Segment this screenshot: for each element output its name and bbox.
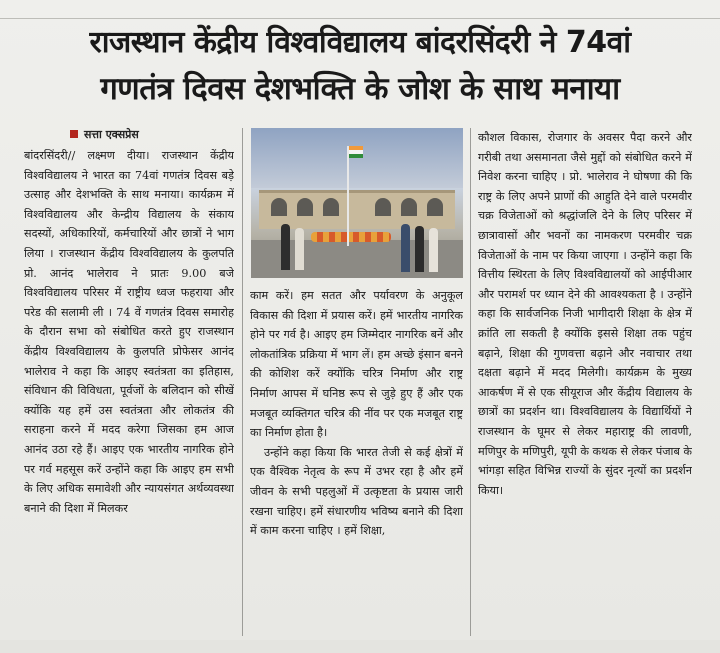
flag-hoisting-photo: [251, 128, 463, 278]
byline: [70, 126, 139, 142]
article-column-2: [250, 286, 463, 636]
paragraph: कौशल विकास, रोजगार के अवसर पैदा करने और गरीबी तथा असमानता जैसे मुद्दों को संबोधित करने में निवेश करना चाहिए । प्रो. भालेराव ने घोषणा की कि राष्ट्र के लिए अपने प्राणों की आहुति देने वाले परमवीर चक्र विजेताओं को श्रद्धांजलि देने के लिए परिसर में छात्रावासों और भवनों का नामकरण परमवीर चक्र विजेताओं के नाम पर किया जाएगा । उन्होंने कहा कि वित्तीय स्थिरता के लिए विश्वविद्यालयों को आईपीआर और परामर्श पर ध्यान देने की आवश्यकता है । उन्होंने कहा कि सार्वजनिक निजी भागीदारी शिक्षा के क्षेत्र में क्रांति ला सकती है क्योंकि इससे शिक्षा तक पहुंच बढ़ाने, शिक्षा की गुणवत्ता बढ़ाने और नवाचार तथा दक्षता बढ़ाने में मदद मिलेगी। कार्यक्रम के मुख्य आकर्षण में से एक सीयूराज और केंद्रीय विद्यालय के छात्रों का प्रदर्शन था। विश्वविद्यालय के विद्यार्थियों ने राजस्थान के घूमर से लेकर महाराष्ट्र की लावणी, मणिपुर के मणिपुरी, यूपी के कथक से लेकर पंजाब के भांगड़ा सहित विभिन्न राज्यों के सुंदर नृत्यों का प्रदर्शन किया।: [478, 131, 692, 497]
next-article-strip: [0, 640, 720, 653]
headline: [8, 20, 712, 112]
column-divider: [470, 128, 471, 636]
headline-line-1: राजस्थान केंद्रीय विश्वविद्यालय बांदरसिंदरी ने 74वां: [89, 25, 631, 60]
paragraph: उन्होंने कहा किया कि भारत तेजी से कई क्षेत्रों में एक वैश्विक नेतृत्व के रूप में उभर रहा है और हमें जीवन के सभी पहलुओं में उत्कृष्टता के प्रयास जारी रखना चाहिए। हमें संधारणीय भविष्य बनाने की दिशा में काम करना चाहिए । हमें शिक्षा,: [250, 445, 463, 538]
previous-article-strip: [0, 0, 720, 19]
headline-line-2: गणतंत्र दिवस देशभक्ति के जोश के साथ मनाया: [100, 71, 620, 107]
paragraph: बांदरसिंदरी// लक्ष्मण दीया। राजस्थान केंद्रीय विश्वविद्यालय ने भारत का 74वां गणतंत्र दिवस बड़े उत्साह और देशभक्ति के साथ मनाया। कार्यक्रम में विश्वविद्यालय और केन्द्रीय विद्यालय के संकाय सदस्यों, अधिकारियों, कर्मचारियों और छात्रों ने भाग लिया । राजस्थान केंद्रीय विश्वविद्यालय के कुलपति प्रो. आनंद भालेराव ने प्रातः 9.00 बजे विश्वविद्यालय परिसर में राष्ट्रीय ध्वज फहराया और परेड की सलामी ली । 74 वें गणतंत्र दिवस समारोह के दौरान सभा को संबोधित करते हुए राजस्थान केंद्रीय विश्वविद्यालय के कुलपति प्रोफेसर आनंद भालेराव ने कहा कि आइए स्वतंत्रता का इतिहास, संविधान की विविधता, पूर्वजों के बलिदान को सीखें क्योंकि यह हमें उस स्वतंत्रता और लोकतंत्र की सराहना करने में मदद करेगा जिसका हम आज आनंद उठा रहे हैं। आइए एक भारतीय नागरिक होने पर गर्व महसूस करें उन्होंने कहा कि आइए हम सभी के लिए अधिक समावेशी और न्यायसंगत अर्थव्यवस्था बनाने की दिशा में मिलकर: [24, 149, 234, 515]
article-column-1: [24, 146, 234, 636]
paragraph: काम करें। हम सतत और पर्यावरण के अनुकूल विकास की दिशा में प्रयास करें। हमें भारतीय नागरिक होने पर गर्व है। आइए हम जिम्मेदार नागरिक बनें और लोकतांत्रिक प्रक्रिया में भाग लें। हम अच्छे इंसान बनने की कोशिश करें क्योंकि चरित्र निर्माण और राष्ट्र निर्माण आपस में घनिष्ठ रूप से जुड़े हुए हैं और एक मजबूत व्यक्तिगत चरित्र की नींव पर एक मजबूत राष्ट्र का निर्माण होता है।: [250, 289, 463, 440]
article-column-3: [478, 128, 692, 636]
column-divider: [242, 128, 243, 636]
flag-pole: [347, 146, 349, 246]
byline-square-icon: [70, 130, 78, 138]
byline-source: सत्ता एक्सप्रेस: [84, 127, 139, 141]
